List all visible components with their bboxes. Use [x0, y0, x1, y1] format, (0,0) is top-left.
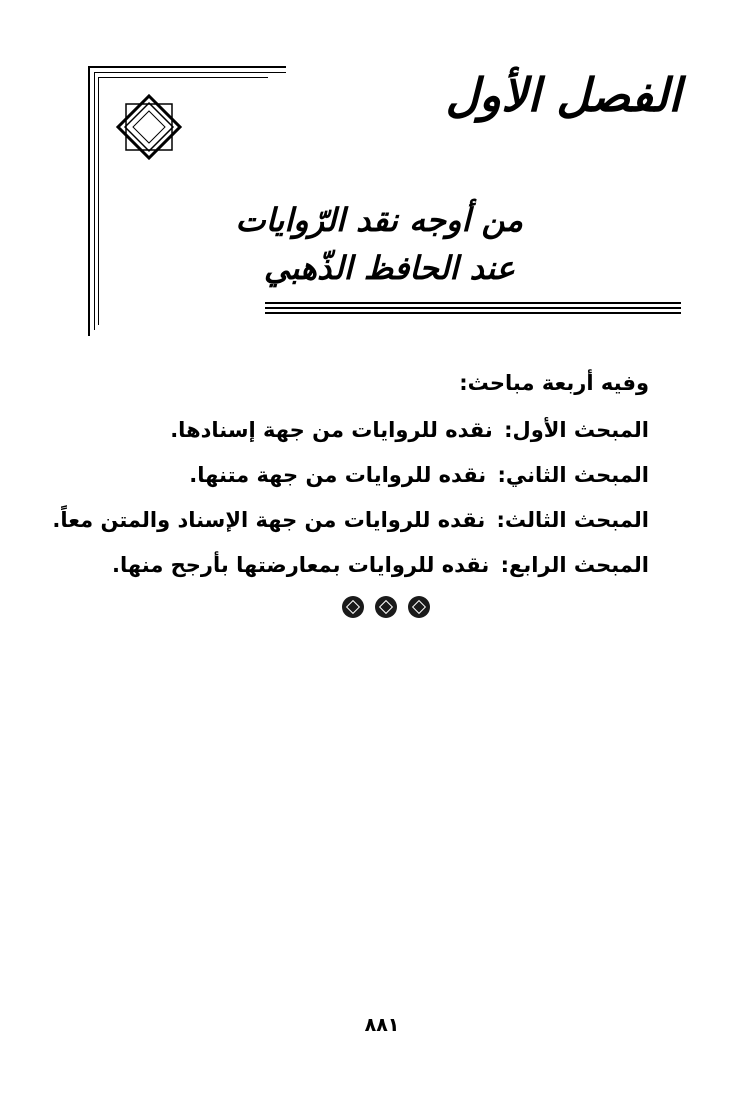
section-end-ornaments [342, 596, 430, 620]
subtitle-line-2: عند الحافظ الذّهبي [263, 249, 515, 287]
section-item-1 [89, 408, 649, 453]
rule-line [265, 307, 681, 309]
ornament-star-icon [408, 596, 430, 618]
chapter-subtitle [193, 196, 523, 292]
frame-line-left-third [98, 77, 99, 325]
chapter-contents [52, 364, 649, 588]
heading-rule [265, 302, 681, 317]
diamond-ornament-icon [116, 94, 182, 160]
chapter-title: الفصل الأول [445, 68, 681, 122]
section-item-2 [89, 453, 649, 498]
section-text: نقده للروايات من جهة متنها. [189, 463, 487, 487]
subtitle-line-1: من أوجه نقد الرّوايات [235, 201, 523, 239]
section-item-4 [89, 543, 649, 588]
section-text: نقده للروايات من جهة الإسناد والمتن معاً. [52, 508, 486, 532]
section-text: نقده للروايات من جهة إسنادها. [170, 418, 493, 442]
frame-line-left-outer [88, 66, 90, 336]
page-number: ٨٨١ [364, 1014, 400, 1036]
frame-line-top-third [98, 77, 268, 78]
frame-line-top-inner [94, 72, 286, 73]
section-label: المبحث الثالث: [496, 508, 649, 532]
rule-line [265, 312, 681, 314]
section-item-3 [52, 498, 649, 543]
ornament-star-icon [375, 596, 397, 618]
section-label: المبحث الرابع: [500, 553, 649, 577]
rule-line [265, 302, 681, 304]
section-label: المبحث الثاني: [497, 463, 649, 487]
frame-line-left-inner [94, 72, 95, 330]
section-text: نقده للروايات بمعارضتها بأرجح منها. [112, 553, 490, 577]
frame-line-top-outer [88, 66, 286, 68]
ornament-star-icon [342, 596, 364, 618]
contents-intro: وفيه أربعة مباحث: [459, 371, 649, 395]
section-label: المبحث الأول: [504, 418, 649, 442]
